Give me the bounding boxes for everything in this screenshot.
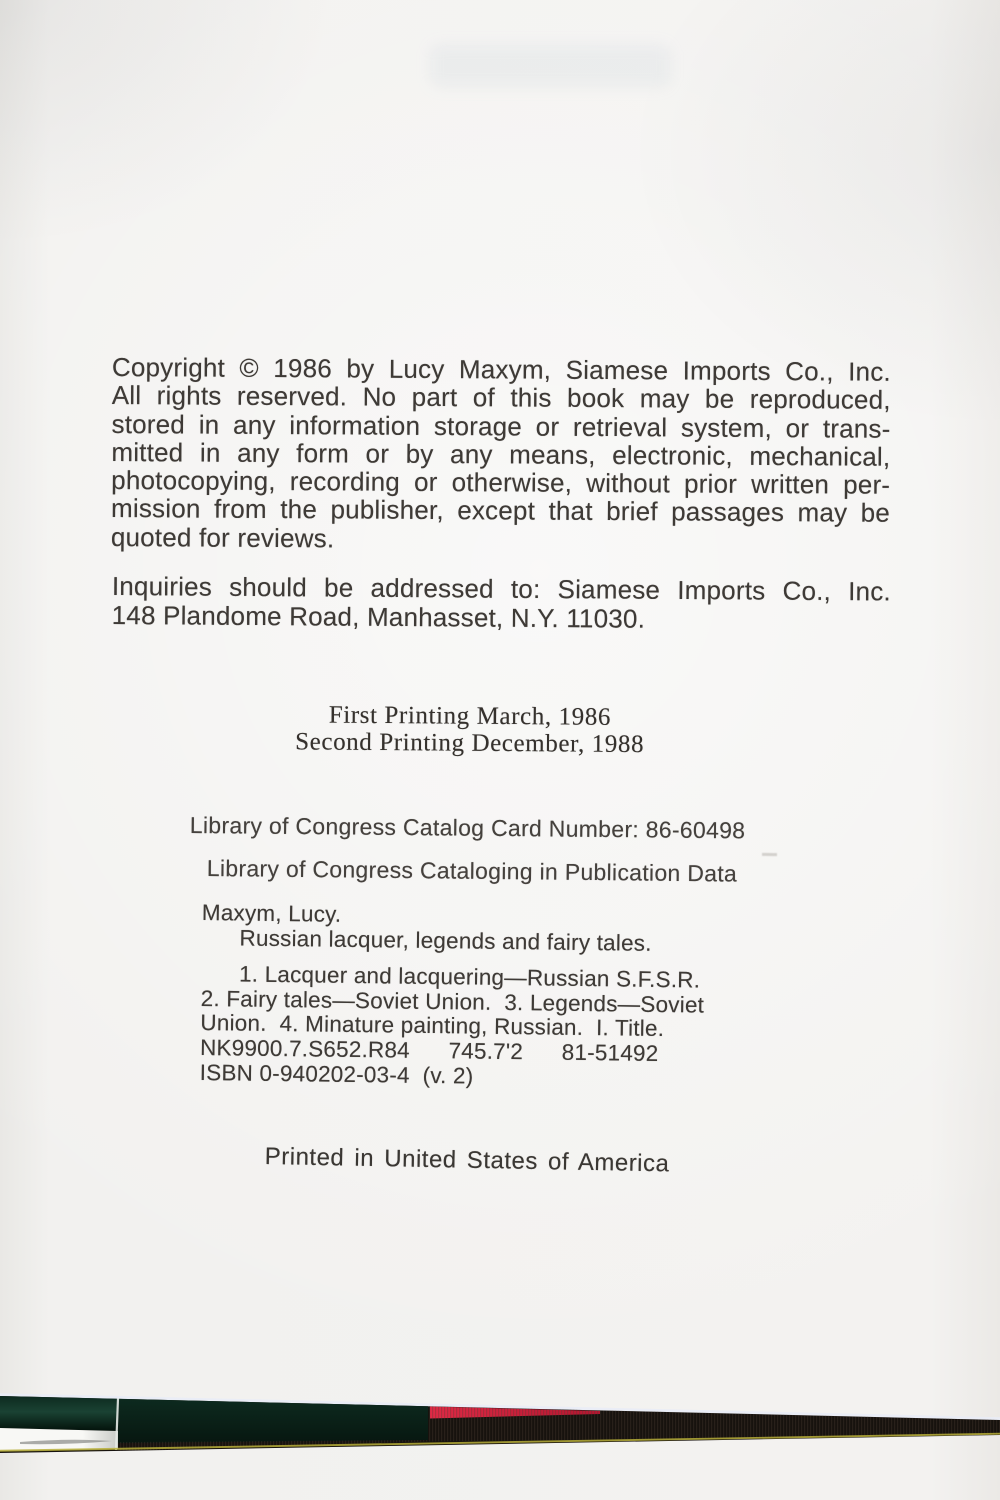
text-line: Union. 4. Minature painting, Russian. I. Title. [200, 1010, 665, 1042]
printed-in-line: Printed in United States of America [264, 1143, 670, 1178]
text-line: Maxym, Lucy. [201, 900, 342, 927]
copyright-paragraph [111, 353, 891, 556]
text-line: Inquiries should be addressed to: Siamese Imports Co., Inc. [111, 571, 891, 607]
loc-cip-line: Library of Congress Cataloging in Publication Data [206, 855, 738, 887]
book-bottom-edge [0, 1378, 1000, 1500]
text-line: mission from the publisher, except that brief passages may be [110, 493, 891, 529]
text-line: NK9900.7.S652.R84 745.7'2 81-51492 [199, 1034, 659, 1066]
cataloging-data-block [200, 901, 706, 1092]
text-line: All rights reserved. No part of this book may be reproduced, [111, 380, 891, 416]
paper-mark [762, 853, 777, 856]
text-line: quoted for reviews. [110, 521, 335, 554]
text-line: ISBN 0-940202-03-4 (v. 2) [199, 1059, 474, 1089]
text-line: Russian lacquer, legends and fairy tales. [239, 925, 652, 956]
text-line: photocopying, recording or otherwise, without prior written per- [111, 465, 891, 500]
text-line: Copyright © 1986 by Lucy Maxym, Siamese Imports Co., Inc. [111, 352, 891, 387]
text-line: 2. Fairy tales—Soviet Union. 3. Legends—Soviet [200, 985, 705, 1018]
text-line: mitted in any form or by any means, electronic, mechanical, [111, 436, 891, 472]
show-through-ghost [430, 45, 670, 87]
edge-gloss-green [118, 1399, 428, 1443]
inquiries-paragraph [112, 572, 891, 634]
loc-card-number-line: Library of Congress Catalog Card Number: 86-60498 [189, 812, 746, 844]
text-line: Second Printing December, 1988 [295, 728, 645, 759]
edge-green-left [0, 1396, 118, 1431]
text-line: 148 Plandome Road, Manhasset, N.Y. 11030. [111, 599, 646, 634]
text-line: 1. Lacquer and lacquering—Russian S.F.S.R. [238, 961, 701, 993]
text-line: First Printing March, 1986 [328, 701, 612, 731]
printing-history [250, 701, 690, 758]
edge-reflection [0, 1428, 118, 1451]
text-line: stored in any information storage or retrieval system, or trans- [111, 408, 891, 444]
